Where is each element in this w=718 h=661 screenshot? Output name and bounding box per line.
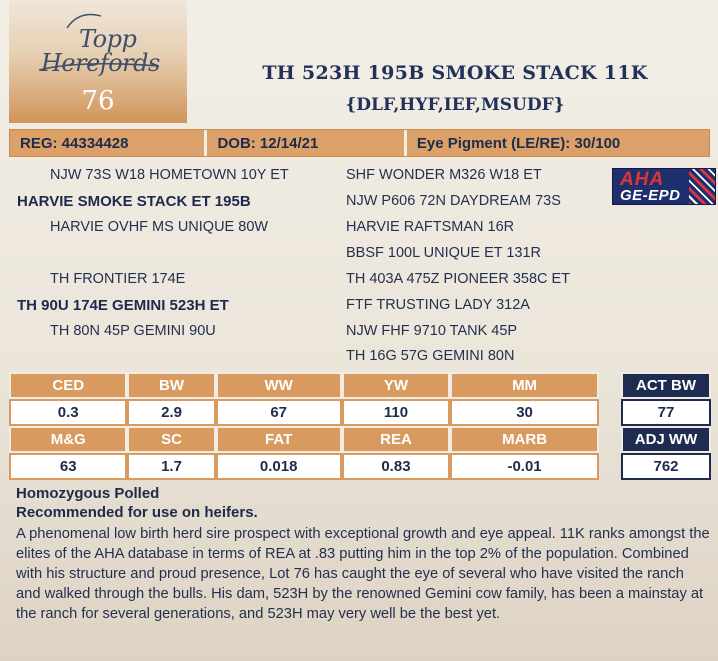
pedigree-dam-dam: TH 80N 45P GEMINI 90U bbox=[50, 323, 216, 339]
epd-value: 0.3 bbox=[9, 399, 127, 426]
pedigree-right-4: BBSF 100L UNIQUE ET 131R bbox=[346, 245, 542, 261]
eye-pigment: Eye Pigment (LE/RE): 30/100 bbox=[416, 134, 621, 152]
act-bw-value: 77 bbox=[621, 399, 711, 426]
logo-block bbox=[9, 0, 187, 123]
act-bw-label: ACT BW bbox=[621, 372, 711, 399]
lot-description: A phenomenal low birth herd sire prospect with exceptional growth and eye appeal. 11K ranks amongst the elites of the AHA database in terms of REA at .83 putting him in the top 2% of the population. Combined with his structure and proud presence, Lot 76 has caught the eye of several who have visited the ranch and walked through the bulls. His dam, 523H by the renowned Gemini cow family, has been a mainstay at the ranch for several generations, and 523H may very well be the best yet. bbox=[16, 526, 710, 622]
pedigree-right-5: TH 403A 475Z PIONEER 358C ET bbox=[346, 271, 571, 287]
heifer-recommendation: Recommended for use on heifers. bbox=[16, 504, 258, 521]
aha-ge-epd-badge bbox=[612, 168, 716, 205]
badge-bottom: GE-EPD bbox=[620, 187, 681, 204]
epd-value: 1.7 bbox=[127, 453, 215, 480]
date-of-birth: DOB: 12/14/21 bbox=[207, 130, 406, 156]
pedigree-right-8: TH 16G 57G GEMINI 80N bbox=[346, 348, 515, 364]
reg-number: REG: 44334428 bbox=[10, 130, 207, 156]
epd-header: SC bbox=[127, 426, 215, 453]
pedigree-right-1: SHF WONDER M326 W18 ET bbox=[346, 167, 542, 183]
logo-line-2: Herefords bbox=[41, 49, 160, 77]
epd-header: WW bbox=[216, 372, 342, 399]
genetic-status: {DLF,HYF,IEF,MSUDF} bbox=[345, 95, 565, 115]
pedigree-right-6: FTF TRUSTING LADY 312A bbox=[346, 297, 530, 313]
epd-header: MARB bbox=[450, 426, 599, 453]
polled-status: Homozygous Polled bbox=[16, 485, 160, 502]
pedigree-sire-dam: HARVIE OVHF MS UNIQUE 80W bbox=[50, 219, 269, 235]
epd-value: -0.01 bbox=[450, 453, 599, 480]
adj-ww-value: 762 bbox=[621, 453, 711, 480]
lot-number: 76 bbox=[81, 86, 115, 116]
epd-header: CED bbox=[9, 372, 127, 399]
lot-notes bbox=[16, 484, 712, 624]
epd-header: YW bbox=[342, 372, 450, 399]
epd-value: 0.018 bbox=[216, 453, 342, 480]
epd-header: BW bbox=[127, 372, 215, 399]
ranch-logo bbox=[35, 25, 165, 77]
badge-pattern-icon bbox=[689, 169, 715, 205]
pedigree-sire: HARVIE SMOKE STACK ET 195B bbox=[17, 193, 251, 210]
epd-value: 2.9 bbox=[127, 399, 215, 426]
pedigree-dam-sire: TH FRONTIER 174E bbox=[50, 271, 186, 287]
badge-top: AHA bbox=[620, 169, 665, 190]
weights-table bbox=[621, 372, 711, 480]
pedigree-right-3: HARVIE RAFTSMAN 16R bbox=[346, 219, 515, 235]
epd-value: 110 bbox=[342, 399, 450, 426]
registration-bar bbox=[9, 129, 710, 157]
epd-header-row-1 bbox=[9, 372, 599, 399]
epd-table bbox=[9, 372, 599, 480]
epd-value-row-2 bbox=[9, 453, 599, 480]
pedigree-sire-sire: NJW 73S W18 HOMETOWN 10Y ET bbox=[50, 167, 289, 183]
epd-header-row-2 bbox=[9, 426, 599, 453]
epd-header: M&G bbox=[9, 426, 127, 453]
epd-header: MM bbox=[450, 372, 599, 399]
pedigree-right-2: NJW P606 72N DAYDREAM 73S bbox=[346, 193, 561, 209]
pedigree-right-7: NJW FHF 9710 TANK 45P bbox=[346, 323, 518, 339]
epd-value: 0.83 bbox=[342, 453, 450, 480]
epd-value: 30 bbox=[450, 399, 599, 426]
epd-value-row-1 bbox=[9, 399, 599, 426]
epd-header: REA bbox=[342, 426, 450, 453]
pedigree-dam: TH 90U 174E GEMINI 523H ET bbox=[17, 297, 229, 314]
epd-value: 63 bbox=[9, 453, 127, 480]
adj-ww-label: ADJ WW bbox=[621, 426, 711, 453]
epd-header: FAT bbox=[216, 426, 342, 453]
animal-name: TH 523H 195B SMOKE STACK 11K bbox=[262, 62, 648, 84]
epd-value: 67 bbox=[216, 399, 342, 426]
logo-line-1: Topp bbox=[79, 25, 137, 53]
